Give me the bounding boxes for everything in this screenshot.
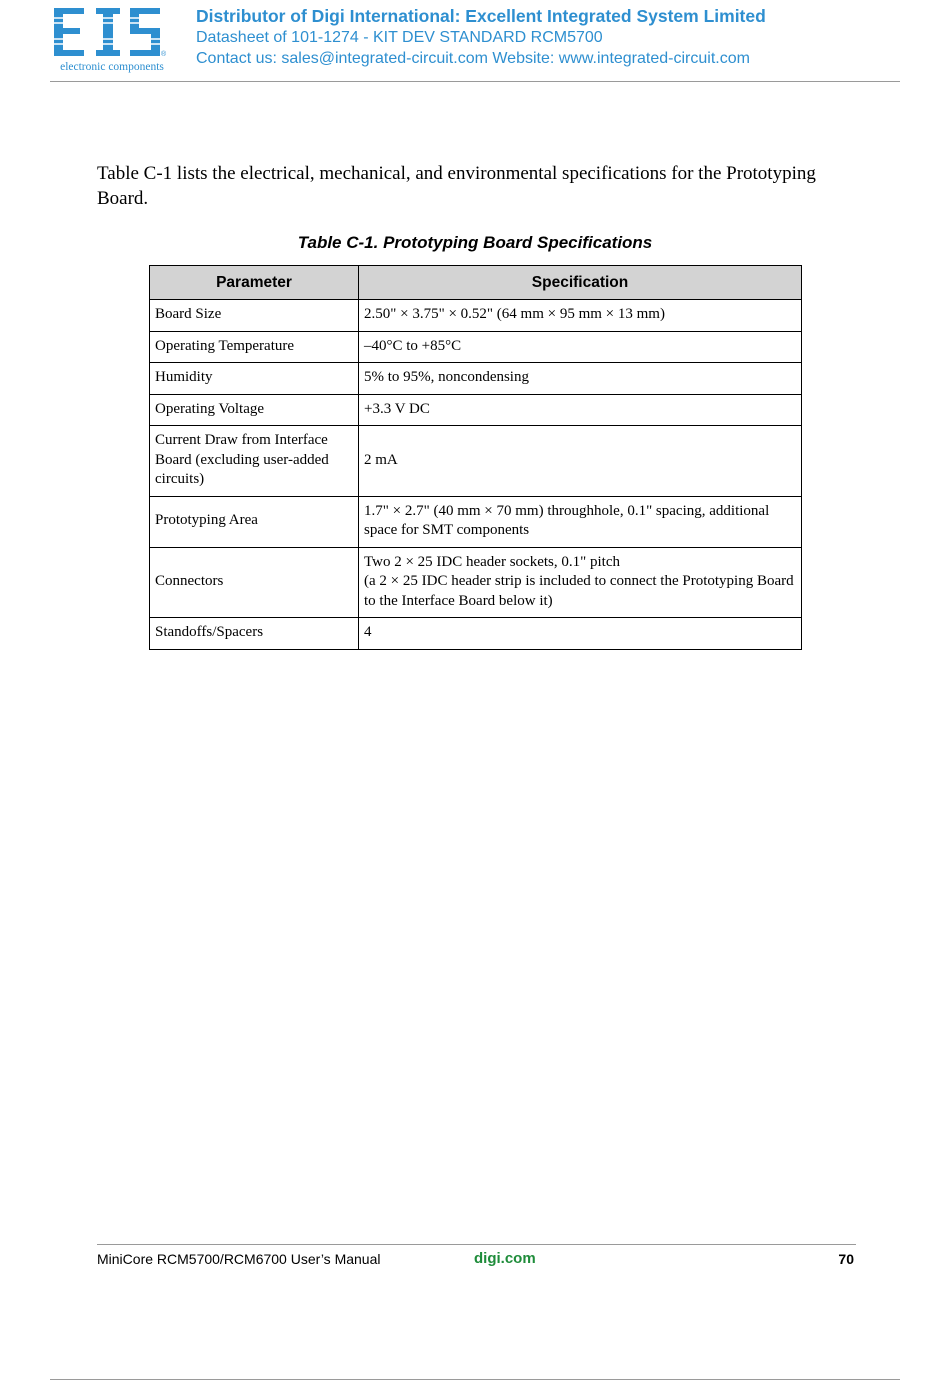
specification-cell: 1.7" × 2.7" (40 mm × 70 mm) throughhole, 0.1" spacing, additional space for SMT components — [359, 496, 802, 547]
table-row — [150, 363, 802, 395]
parameter-cell: Operating Temperature — [150, 331, 359, 363]
intro-paragraph: Table C-1 lists the electrical, mechanical, and environmental specifications for the Prototyping Board. — [97, 163, 816, 209]
logo-tagline: electronic components — [60, 61, 164, 73]
specification-cell: Two 2 × 25 IDC header sockets, 0.1" pitch (a 2 × 25 IDC header strip is included to connect the Prototyping Board to the Interface Board below it) — [359, 547, 802, 618]
specification-cell: 4 — [359, 618, 802, 650]
table-row — [150, 547, 802, 618]
table-row — [150, 394, 802, 426]
footer-website-link[interactable]: digi.com — [474, 1250, 536, 1267]
header-contact-line: Contact us: sales@integrated-circuit.com Website: www.integrated-circuit.com — [196, 50, 750, 67]
table-row — [150, 496, 802, 547]
column-header-specification: Specification — [359, 266, 802, 300]
table-row — [150, 618, 802, 650]
table-row — [150, 331, 802, 363]
specifications-table — [149, 265, 802, 650]
header-divider — [50, 81, 900, 82]
eis-logo — [50, 6, 174, 74]
specification-cell: 2 mA — [359, 426, 802, 497]
page-number: 70 — [838, 1251, 854, 1267]
header-text-block — [196, 5, 766, 69]
header-datasheet-line: Datasheet of 101-1274 - KIT DEV STANDARD RCM5700 — [196, 29, 603, 46]
specification-cell: 2.50" × 3.75" × 0.52" (64 mm × 95 mm × 13 mm) — [359, 300, 802, 332]
parameter-cell: Humidity — [150, 363, 359, 395]
parameter-cell: Board Size — [150, 300, 359, 332]
footer-divider — [97, 1244, 856, 1245]
table-row — [150, 426, 802, 497]
specification-cell: +3.3 V DC — [359, 394, 802, 426]
specification-cell: 5% to 95%, noncondensing — [359, 363, 802, 395]
table-header-row — [150, 266, 802, 300]
parameter-cell: Prototyping Area — [150, 496, 359, 547]
table-caption: Table C-1. Prototyping Board Specifications — [297, 233, 653, 252]
specification-cell: –40°C to +85°C — [359, 331, 802, 363]
table-row — [150, 300, 802, 332]
header-title: Distributor of Digi International: Excellent Integrated System Limited — [196, 6, 766, 26]
column-header-parameter: Parameter — [150, 266, 359, 300]
footer-manual-title: MiniCore RCM5700/RCM6700 User’s Manual — [97, 1251, 381, 1267]
parameter-cell: Standoffs/Spacers — [150, 618, 359, 650]
parameter-cell: Connectors — [150, 547, 359, 618]
parameter-cell: Current Draw from Interface Board (excluding user-added circuits) — [150, 426, 359, 497]
parameter-cell: Operating Voltage — [150, 394, 359, 426]
svg-text:®: ® — [161, 51, 167, 58]
